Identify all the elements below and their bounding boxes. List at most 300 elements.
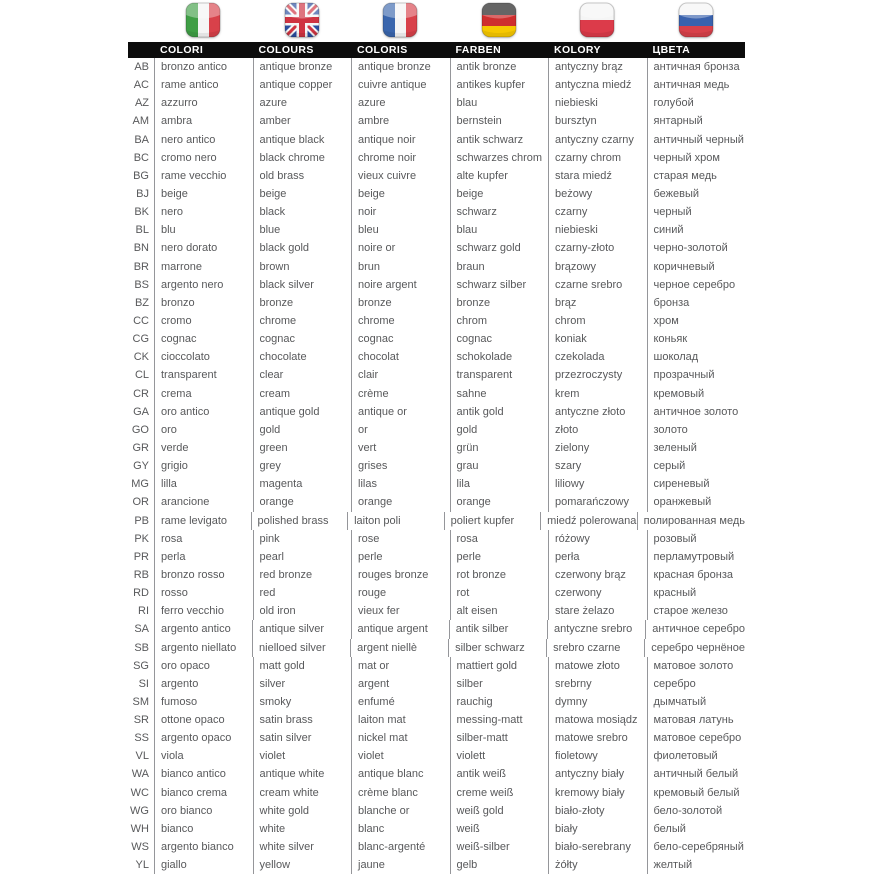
cell-fr: laiton poli — [347, 512, 444, 530]
cell-fr: mat or — [351, 657, 450, 675]
cell-en: pearl — [253, 548, 352, 566]
row-code: AM — [132, 115, 149, 128]
row-code: BZ — [134, 296, 149, 309]
cell-fr: clair — [351, 366, 450, 384]
cell-ru: сиреневый — [647, 475, 746, 493]
poland-flag-icon — [579, 2, 615, 38]
cell-ru: матовое серебро — [647, 729, 746, 747]
row-code: WS — [131, 841, 149, 854]
cell-ru: золото — [647, 421, 746, 439]
cell-en: antique black — [253, 131, 352, 149]
cell-ru: черное серебро — [647, 276, 746, 294]
cell-fr: blanc-argenté — [351, 838, 450, 856]
cell-de: sahne — [450, 385, 549, 403]
table-row — [128, 421, 745, 439]
row-code: YL — [135, 859, 149, 872]
cell-en: smoky — [253, 693, 352, 711]
cell-ru: матовое золото — [647, 657, 746, 675]
cell-ru: серебро — [647, 675, 746, 693]
cell-en: white gold — [253, 802, 352, 820]
row-code: SM — [132, 695, 149, 708]
cell-ru: античный белый — [647, 765, 746, 783]
cell-fr: cuivre antique — [351, 76, 450, 94]
cell-pl: antyczny biały — [548, 765, 647, 783]
cell-en: magenta — [253, 475, 352, 493]
table-row — [128, 348, 745, 366]
cell-pl: krem — [548, 385, 647, 403]
cell-de: schokolade — [450, 348, 549, 366]
cell-ru: хром — [647, 312, 746, 330]
table-row — [128, 131, 745, 149]
cell-en: violet — [253, 747, 352, 765]
cell-en: beige — [253, 185, 352, 203]
cell-fr: ambre — [351, 112, 450, 130]
cell-de: rauchig — [450, 693, 549, 711]
row-code: SB — [134, 641, 149, 654]
cell-pl: koniak — [548, 330, 647, 348]
cell-de: braun — [450, 258, 549, 276]
cell-fr: cognac — [351, 330, 450, 348]
table-row — [128, 366, 745, 384]
cell-pl: antyczny brąz — [548, 58, 647, 76]
cell-ru: красная бронза — [647, 566, 746, 584]
cell-en: white silver — [253, 838, 352, 856]
table-row — [128, 276, 745, 294]
cell-fr: antique argent — [351, 620, 449, 638]
table-row — [128, 584, 745, 602]
cell-de: messing-matt — [450, 711, 549, 729]
row-code: BK — [134, 206, 149, 219]
cell-fr: argent — [351, 675, 450, 693]
cell-fr: or — [351, 421, 450, 439]
cell-de: weiß gold — [450, 802, 549, 820]
cell-fr: antique bronze — [351, 58, 450, 76]
cell-fr: chocolat — [351, 348, 450, 366]
cell-pl: dymny — [548, 693, 647, 711]
cell-en: amber — [253, 112, 352, 130]
column-header-russian: ЦВЕТА — [652, 44, 691, 56]
cell-it: ambra — [154, 112, 253, 130]
table-row — [128, 312, 745, 330]
cell-ru: кремовый — [647, 385, 746, 403]
cell-ru: фиолетовый — [647, 747, 746, 765]
table-row — [128, 711, 745, 729]
cell-it: rosa — [154, 530, 253, 548]
cell-en: black silver — [253, 276, 352, 294]
cell-de: schwarz silber — [450, 276, 549, 294]
cell-fr: brun — [351, 258, 450, 276]
table-row — [128, 784, 745, 802]
cell-pl: antyczne srebro — [547, 620, 645, 638]
cell-pl: czarny — [548, 203, 647, 221]
table-row — [128, 602, 745, 620]
cell-de: rot bronze — [450, 566, 549, 584]
row-code: GO — [131, 423, 149, 436]
cell-it: bianco — [154, 820, 253, 838]
cell-pl: szary — [548, 457, 647, 475]
cell-it: bianco crema — [154, 784, 253, 802]
cell-fr: antique noir — [351, 131, 450, 149]
cell-fr: vieux fer — [351, 602, 450, 620]
cell-pl: liliowy — [548, 475, 647, 493]
table-row — [128, 802, 745, 820]
cell-ru: античное золото — [647, 403, 746, 421]
cell-de: gelb — [450, 856, 549, 874]
cell-ru: розовый — [647, 530, 746, 548]
row-code: AC — [133, 79, 149, 92]
row-code: BR — [133, 260, 149, 273]
cell-it: arancione — [154, 493, 253, 511]
cell-ru: старая медь — [647, 167, 746, 185]
cell-en: old iron — [253, 602, 352, 620]
cell-en: white — [253, 820, 352, 838]
cell-en: antique copper — [253, 76, 352, 94]
row-code: RI — [138, 605, 149, 618]
table-row — [128, 765, 745, 783]
cell-de: silber schwarz — [448, 639, 546, 657]
cell-fr: bronze — [351, 294, 450, 312]
table-row — [128, 403, 745, 421]
cell-ru: коричневый — [647, 258, 746, 276]
cell-pl: stare żelazo — [548, 602, 647, 620]
cell-it: verde — [154, 439, 253, 457]
cell-pl: czekolada — [548, 348, 647, 366]
cell-en: brown — [253, 258, 352, 276]
cell-en: antique white — [253, 765, 352, 783]
cell-pl: czarny chrom — [548, 149, 647, 167]
cell-it: oro opaco — [154, 657, 253, 675]
cell-en: antique bronze — [253, 58, 352, 76]
row-code: AB — [134, 61, 149, 73]
row-code: GA — [133, 405, 149, 418]
cell-fr: noire argent — [351, 276, 450, 294]
cell-it: perla — [154, 548, 253, 566]
cell-fr: bleu — [351, 221, 450, 239]
cell-de: bernstein — [450, 112, 549, 130]
cell-ru: античная бронза — [647, 58, 746, 76]
cell-it: oro bianco — [154, 802, 253, 820]
cell-pl: chrom — [548, 312, 647, 330]
column-header-italian: COLORI — [160, 44, 204, 56]
germany-flag-icon — [481, 2, 517, 38]
cell-ru: старое железо — [647, 602, 746, 620]
row-code: WG — [130, 804, 149, 817]
cell-it: argento opaco — [154, 729, 253, 747]
row-code: PK — [134, 532, 149, 545]
table-row — [128, 675, 745, 693]
cell-pl: czarny-złoto — [548, 239, 647, 257]
cell-de: silber-matt — [450, 729, 549, 747]
cell-ru: желтый — [647, 856, 746, 874]
cell-pl: srebrny — [548, 675, 647, 693]
cell-en: nielloed silver — [252, 639, 350, 657]
cell-en: satin brass — [253, 711, 352, 729]
table-row — [128, 239, 745, 257]
cell-pl: biały — [548, 820, 647, 838]
table-row — [128, 475, 745, 493]
cell-de: grün — [450, 439, 549, 457]
row-code: WC — [130, 786, 149, 799]
cell-fr: beige — [351, 185, 450, 203]
cell-de: grau — [450, 457, 549, 475]
table-row — [128, 149, 745, 167]
cell-it: argento niellato — [154, 639, 252, 657]
cell-en: antique silver — [252, 620, 350, 638]
row-code: SA — [134, 623, 149, 636]
cell-it: ottone opaco — [154, 711, 253, 729]
cell-de: gold — [450, 421, 549, 439]
cell-de: perle — [450, 548, 549, 566]
cell-it: ferro vecchio — [154, 602, 253, 620]
cell-fr: chrome noir — [351, 149, 450, 167]
cell-de: cognac — [450, 330, 549, 348]
cell-en: red bronze — [253, 566, 352, 584]
cell-ru: красный — [647, 584, 746, 602]
cell-fr: vieux cuivre — [351, 167, 450, 185]
cell-en: yellow — [253, 856, 352, 874]
cell-it: argento nero — [154, 276, 253, 294]
cell-pl: przezroczysty — [548, 366, 647, 384]
row-code: VL — [135, 750, 149, 763]
cell-de: bronze — [450, 294, 549, 312]
cell-it: crema — [154, 385, 253, 403]
cell-pl: miedź polerowana — [540, 512, 637, 530]
table-row — [128, 566, 745, 584]
cell-pl: antyczna miedź — [548, 76, 647, 94]
cell-it: nero dorato — [154, 239, 253, 257]
table-row — [128, 620, 745, 638]
cell-pl: kremowy biały — [548, 784, 647, 802]
cell-de: weiß — [450, 820, 549, 838]
cell-en: gold — [253, 421, 352, 439]
cell-it: grigio — [154, 457, 253, 475]
cell-de: antik schwarz — [450, 131, 549, 149]
cell-en: green — [253, 439, 352, 457]
cell-ru: матовая латунь — [647, 711, 746, 729]
row-code: BC — [133, 151, 149, 164]
row-code: CC — [133, 314, 149, 327]
cell-ru: серебро чернёное — [644, 639, 745, 657]
column-header-german: FARBEN — [455, 44, 502, 56]
cell-en: black — [253, 203, 352, 221]
cell-en: orange — [253, 493, 352, 511]
table-row — [128, 548, 745, 566]
cell-de: alte kupfer — [450, 167, 549, 185]
cell-ru: черно-золотой — [647, 239, 746, 257]
cell-en: cognac — [253, 330, 352, 348]
cell-ru: черный хром — [647, 149, 746, 167]
row-code: BS — [134, 278, 149, 291]
row-code: OR — [132, 496, 149, 509]
cell-ru: дымчатый — [647, 693, 746, 711]
cell-it: nero antico — [154, 131, 253, 149]
cell-pl: żółty — [548, 856, 647, 874]
cell-fr: laiton mat — [351, 711, 450, 729]
cell-en: pink — [253, 530, 352, 548]
row-code: SR — [133, 714, 149, 727]
column-header-polish: KOLORY — [554, 44, 601, 56]
cell-de: chrom — [450, 312, 549, 330]
row-code: BG — [133, 169, 149, 182]
table-row — [128, 258, 745, 276]
cell-ru: серый — [647, 457, 746, 475]
cell-pl: różowy — [548, 530, 647, 548]
cell-pl: fioletowy — [548, 747, 647, 765]
row-code: SG — [133, 659, 149, 672]
cell-pl: biało-serebrany — [548, 838, 647, 856]
cell-it: rame vecchio — [154, 167, 253, 185]
table-header-bar — [128, 42, 745, 58]
cell-de: blau — [450, 94, 549, 112]
cell-ru: античное серебро — [645, 620, 745, 638]
cell-fr: enfumé — [351, 693, 450, 711]
cell-ru: полированная медь — [637, 512, 745, 530]
cell-pl: matowe srebro — [548, 729, 647, 747]
cell-pl: złoto — [548, 421, 647, 439]
cell-it: cognac — [154, 330, 253, 348]
cell-fr: rouge — [351, 584, 450, 602]
cell-en: matt gold — [253, 657, 352, 675]
cell-en: antique gold — [253, 403, 352, 421]
cell-en: polished brass — [251, 512, 348, 530]
cell-de: weiß-silber — [450, 838, 549, 856]
france-flag-icon — [382, 2, 418, 38]
cell-ru: античная медь — [647, 76, 746, 94]
cell-pl: matowa mosiądz — [548, 711, 647, 729]
cell-ru: синий — [647, 221, 746, 239]
row-code: WA — [131, 768, 149, 781]
cell-de: silber — [450, 675, 549, 693]
cell-pl: czerwony brąz — [548, 566, 647, 584]
row-code: GR — [132, 441, 149, 454]
cell-ru: прозрачный — [647, 366, 746, 384]
cell-pl: antyczny czarny — [548, 131, 647, 149]
table-row — [128, 639, 745, 657]
cell-fr: crème blanc — [351, 784, 450, 802]
table-row — [128, 856, 745, 874]
cell-it: nero — [154, 203, 253, 221]
table-row — [128, 203, 745, 221]
table-row — [128, 493, 745, 511]
cell-pl: pomarańczowy — [548, 493, 647, 511]
cell-de: rosa — [450, 530, 549, 548]
table-row — [128, 330, 745, 348]
row-code: BA — [134, 133, 149, 146]
table-row — [128, 112, 745, 130]
cell-de: alt eisen — [450, 602, 549, 620]
cell-de: mattiert gold — [450, 657, 549, 675]
column-header-english: COLOURS — [258, 44, 314, 56]
table-row — [128, 385, 745, 403]
cell-fr: antique blanc — [351, 765, 450, 783]
cell-it: bronzo antico — [154, 58, 253, 76]
cell-ru: бежевый — [647, 185, 746, 203]
table-row — [128, 820, 745, 838]
cell-en: red — [253, 584, 352, 602]
cell-it: oro — [154, 421, 253, 439]
row-code: BN — [133, 242, 149, 255]
cell-fr: crème — [351, 385, 450, 403]
cell-fr: perle — [351, 548, 450, 566]
cell-pl: antyczne złoto — [548, 403, 647, 421]
cell-fr: chrome — [351, 312, 450, 330]
cell-it: cromo nero — [154, 149, 253, 167]
cell-it: argento antico — [154, 620, 252, 638]
cell-ru: голубой — [647, 94, 746, 112]
cell-pl: stara miedź — [548, 167, 647, 185]
cell-pl: zielony — [548, 439, 647, 457]
cell-fr: noire or — [351, 239, 450, 257]
table-row — [128, 439, 745, 457]
cell-it: bianco antico — [154, 765, 253, 783]
cell-de: poliert kupfer — [444, 512, 541, 530]
cell-de: antik bronze — [450, 58, 549, 76]
table-row — [128, 221, 745, 239]
cell-it: argento — [154, 675, 253, 693]
cell-it: lilla — [154, 475, 253, 493]
cell-ru: кремовый белый — [647, 784, 746, 802]
cell-en: satin silver — [253, 729, 352, 747]
cell-en: cream — [253, 385, 352, 403]
cell-it: transparent — [154, 366, 253, 384]
row-code: RD — [133, 587, 149, 600]
cell-ru: черный — [647, 203, 746, 221]
row-code: SI — [138, 677, 149, 690]
table-row — [128, 185, 745, 203]
cell-it: fumoso — [154, 693, 253, 711]
cell-en: azure — [253, 94, 352, 112]
cell-ru: перламутровый — [647, 548, 746, 566]
cell-ru: коньяк — [647, 330, 746, 348]
row-code: CG — [132, 333, 149, 346]
cell-de: rot — [450, 584, 549, 602]
cell-it: blu — [154, 221, 253, 239]
table-row — [128, 657, 745, 675]
row-code: CR — [133, 387, 149, 400]
cell-de: antik silber — [449, 620, 547, 638]
italy-flag-icon — [185, 2, 221, 38]
cell-it: beige — [154, 185, 253, 203]
cell-de: antikes kupfer — [450, 76, 549, 94]
cell-en: grey — [253, 457, 352, 475]
row-code: BJ — [136, 187, 149, 200]
cell-pl: beżowy — [548, 185, 647, 203]
cell-pl: czarne srebro — [548, 276, 647, 294]
row-code: SS — [134, 732, 149, 745]
table-row — [128, 294, 745, 312]
cell-fr: jaune — [351, 856, 450, 874]
cell-fr: lilas — [351, 475, 450, 493]
table-row — [128, 693, 745, 711]
cell-it: viola — [154, 747, 253, 765]
cell-it: cromo — [154, 312, 253, 330]
cell-ru: янтарный — [647, 112, 746, 130]
row-code: AZ — [134, 97, 149, 110]
cell-en: bronze — [253, 294, 352, 312]
row-code: CL — [134, 369, 149, 382]
cell-fr: rouges bronze — [351, 566, 450, 584]
cell-fr: blanc — [351, 820, 450, 838]
cell-de: antik gold — [450, 403, 549, 421]
cell-fr: azure — [351, 94, 450, 112]
cell-fr: grises — [351, 457, 450, 475]
cell-ru: шоколад — [647, 348, 746, 366]
cell-en: clear — [253, 366, 352, 384]
column-header-french: COLORIS — [357, 44, 408, 56]
row-code: GY — [133, 460, 149, 473]
cell-de: antik weiß — [450, 765, 549, 783]
cell-ru: зеленый — [647, 439, 746, 457]
